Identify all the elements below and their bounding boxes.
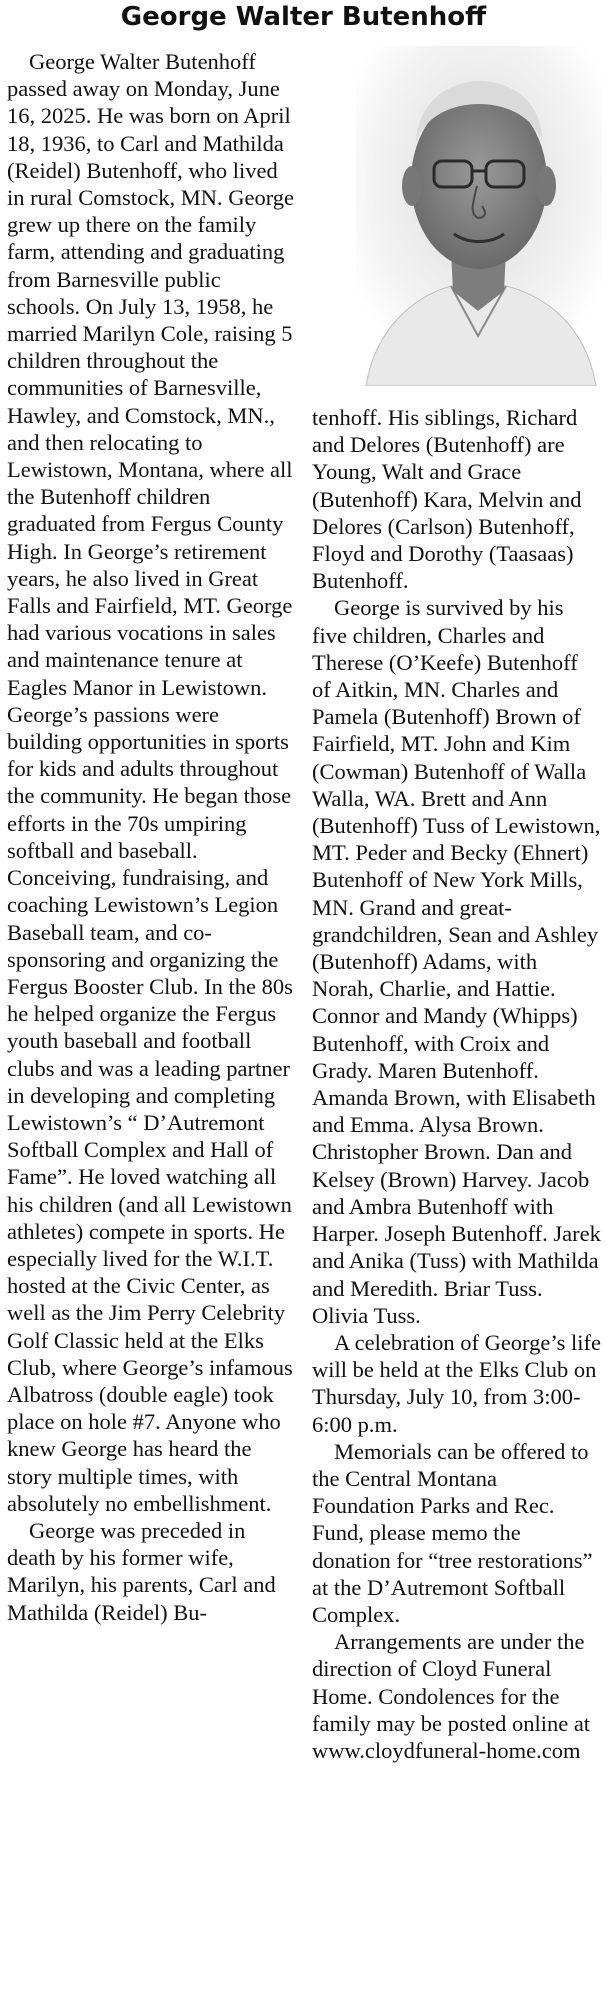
portrait-photo (356, 46, 602, 386)
obituary-paragraph-preceded-end: tenhoff. His siblings, Richard and Delores (Butenhoff) are Young, Walt and Grace (Butenhoff) Kara, Melvin and Delores (Carlson) Butenhoff, Floyd and Dorothy (Taasaas) Butenhoff. (312, 405, 582, 594)
left-column (7, 48, 297, 1994)
obituary-paragraph-arrangements: Arrangements are under the direction of Cloyd Funeral Home. Condolences for the family may be posted online at www.cloydfuneral-home.com (312, 1629, 591, 1763)
obituary-paragraph-survived: George is survived by his five children, Charles and Therese (O’Keefe) Butenhoff of Aitkin, MN. Charles and Pamela (Butenhoff) Brown of Fairfield, MT. John and Kim (Cowman) Butenhoff of Walla Walla, WA. Brett and Ann (Butenhoff) Tuss of Lewistown, MT. Peder and Becky (Ehnert) Butenhoff of New York Mills, MN. Grand and great-grandchildren, Sean and Ashley (Butenhoff) Adams, with Norah, Charlie, and Hattie. Connor and Mandy (Whipps) Butenhoff, with Croix and Grady. Maren Butenhoff. Amanda Brown, with Elisabeth and Emma. Alysa Brown. Christopher Brown. Dan and Kelsey (Brown) Harvey. Jacob and Ambra Butenhoff with Harper. Joseph Butenhoff. Jarek and Anika (Tuss) with Mathilda and Meredith. Briar Tuss. Olivia Tuss. (312, 595, 601, 1328)
obituary-paragraph-memorials: Memorials can be offered to the Central Montana Foundation Parks and Rec. Fund, please memo the donation for “tree restorations” at the D’Autremont Softball Complex. (312, 1438, 593, 1627)
obituary-paragraph-life: George Walter Butenhoff passed away on Monday, June 16, 2025. He was born on April 18, 1936, to Carl and Mathilda (Reidel) Butenhoff, who lived in rural Comstock, MN. George grew up there on the family farm, attending and graduating from Barnesville public schools. On July 13, 1958, he married Marilyn Cole, raising 5 children throughout the communities of Barnesville, Hawley, and Comstock, MN., and then relocating to Lewistown, Montana, where all the Butenhoff children graduated from Fergus County High. In George’s retirement years, he also lived in Great Falls and Fairfield, MT. George had various vocations in sales and maintenance tenure at Eagles Manor in Lewistown. George’s passions were building opportunities in sports for kids and adults throughout the community. He began those efforts in the 70s umpiring softball and baseball. Conceiving, fundraising, and coaching Lewistown’s Legion Baseball team, and co-sponsoring and organizing the Fergus Booster Club. In the 80s he helped organize the Fergus youth baseball and football clubs and was a leading partner in developing and completing Lewistown’s “ D’Autremont Softball Complex and Hall of Fame”. He loved watching all his children (and all Lewistown athletes) compete in sports. He especially lived for the W.I.T. hosted at the Civic Center, as well as the Jim Perry Celebrity Golf Classic held at the Elks Club, where George’s infamous Albatross (double eagle) took place on hole #7. Anyone who knew George has heard the story multiple times, with absolutely no embellishment. (7, 49, 295, 1516)
right-column (312, 404, 602, 1994)
obituary-title: George Walter Butenhoff (120, 2, 487, 32)
obituary-paragraph-preceded-start: George was preceded in death by his former wife, Marilyn, his parents, Carl and Mathilda (Reidel) Bu- (7, 1517, 276, 1625)
obituary-paragraph-celebration: A celebration of George’s life will be held at the Elks Club on Thursday, July 10, from 3:00-6:00 p.m. (312, 1329, 601, 1437)
